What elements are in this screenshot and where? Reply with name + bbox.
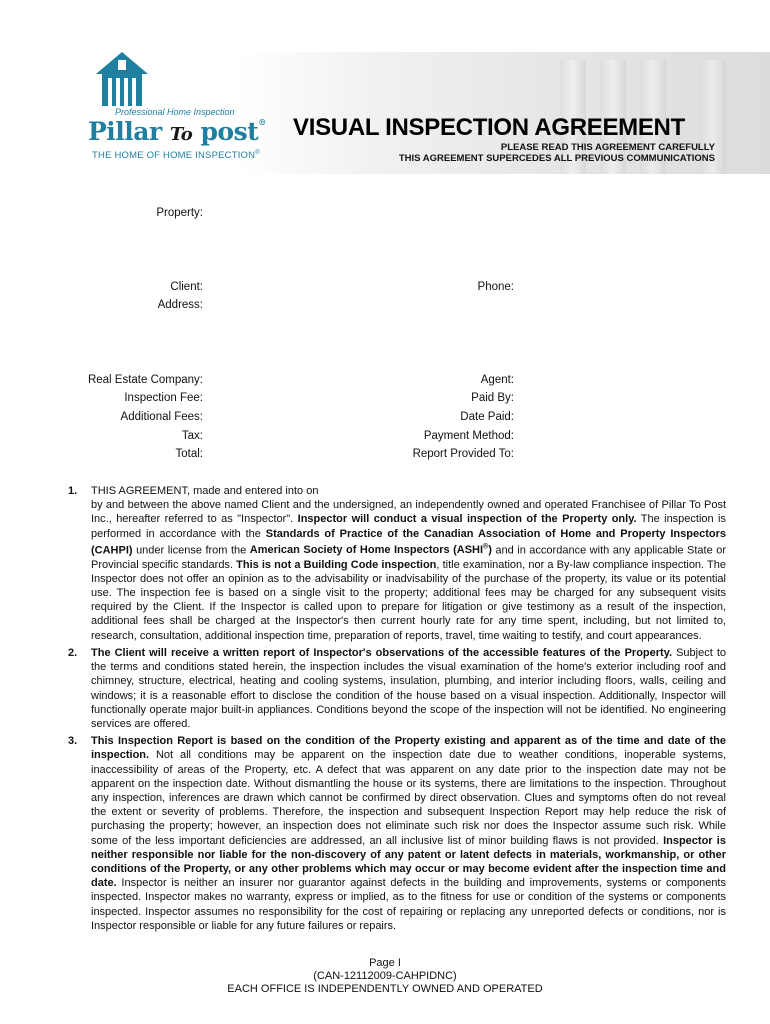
- section-3: [68, 734, 726, 933]
- address-label: Address:: [157, 299, 203, 311]
- inspection-fee-label: Inspection Fee:: [124, 392, 203, 404]
- property-label: Property:: [156, 207, 203, 219]
- house-icon: [92, 50, 152, 108]
- section-2: [68, 646, 726, 731]
- phone-label: Phone:: [477, 281, 514, 293]
- agreement-sections: [68, 484, 726, 936]
- logo-tagline: Professional Home Inspection: [115, 107, 235, 117]
- section-body: THIS AGREEMENT, made and entered into on by and between the above named Client and the undersigned, an independently owned and operated Franchisee of Pillar To Post Inc., hereafter referred to as "Inspector". Inspector will conduct a visual inspection of the Property only. The inspection is performed in accordance with the Standards of Practice of the Canadian Association of Home and Property Inspectors (CAHPI) under license from the American Society of Home Inspectors (ASHI®) and in accordance with any applicable State or Provincial specific standards. This is not a Building Code inspection, title examination, nor a By-law compliance inspection. The Inspector does not offer an opinion as to the advisability or inadvisability of the purchase of the property, its value or its potential use. The inspection fee is based on a single visit to the property; additional fees may be charged for any subsequent visits required by the Client. If the Inspector is called upon to prepare for litigation or give testimony as a result of the inspection, additional fees shall be charged at the Inspector's then current hourly rate for any time spent, including, but not limited to, research, consultation, additional inspection time, preparation of reports, travel, time waiting to testify, and court appearances.: [91, 485, 726, 642]
- client-label: Client:: [170, 281, 203, 293]
- total-label: Total:: [175, 448, 203, 460]
- subtitle-read-carefully: PLEASE READ THIS AGREEMENT CAREFULLY: [500, 142, 715, 153]
- section-number: 1.: [68, 485, 78, 497]
- section-number: 3.: [68, 735, 78, 748]
- section-number: 2.: [68, 646, 78, 659]
- section-body: The Client will receive a written report of Inspector's observations of the accessible features of the Property. Subject to the terms and conditions stated herein, the inspection includes the visual examination of the home's exterior including roof and chimney, structure, electrical, heating and cooling systems, insulation, plumbing, and interior including floors, walls, ceiling and windows; it is a reasonable effort to disclose the condition of the house based on a visual inspection. Additionally, Inspector will functionally operate major built-in appliances. Conditions beyond the scope of the inspection will not be identified. No engineering services are offered.: [91, 646, 726, 730]
- document-code: (CAN-12112009-CAHPIDNC): [313, 970, 457, 982]
- subtitle-supercedes: THIS AGREEMENT SUPERCEDES ALL PREVIOUS COMMUNICATIONS: [398, 153, 715, 164]
- footer-notice: EACH OFFICE IS INDEPENDENTLY OWNED AND OPERATED: [227, 983, 543, 995]
- page-number: Page I: [369, 957, 401, 969]
- payment-method-label: Payment Method:: [423, 430, 514, 442]
- logo-name: Pillar To post®: [88, 117, 266, 146]
- paid-by-label: Paid By:: [471, 392, 514, 404]
- company-logo: [88, 50, 266, 165]
- document-title: VISUAL INSPECTION AGREEMENT: [293, 114, 685, 141]
- section-1: [68, 484, 726, 643]
- section-body: This Inspection Report is based on the condition of the Property existing and apparent as of the time and date of the inspection. Not all conditions may be apparent on the inspection date due to weather conditions, inoperable systems, inaccessibility of areas of the Property, etc. A defect that was apparent on any date prior to the inspection date may not be apparent on the inspection date. Without dismantling the house or its systems, there are limitations to the inspection. Throughout any inspection, inferences are drawn which cannot be confirmed by direct observation. Clues and symptoms often do not reveal the extent or severity of problems. Therefore, the inspection and subsequent Inspection Report may help reduce the risk of purchasing the property; however, an inspection does not eliminate such risk nor does the Inspector assume such risk. While some of the less important deficiencies are addressed, an all inclusive list of minor building flaws is not provided. Inspector is neither responsible nor liable for the non-discovery of any patent or latent defects in materials, workmanship, or other conditions of the Property, or any other problems which may occur or may become evident after the inspection time and date. Inspector is neither an insurer nor guarantor against defects in the building and improvements, systems or components inspected. Inspector makes no warranty, express or implied, as to the fitness for use or condition of the systems or components inspected. Inspector assumes no responsibility for the cost of repairing or replacing any unreported defects or conditions, nor is Inspector responsible or liable for any future failures or repairs.: [91, 735, 726, 932]
- agent-label: Agent:: [480, 374, 514, 386]
- report-provided-to-label: Report Provided To:: [412, 448, 514, 460]
- date-paid-label: Date Paid:: [460, 411, 514, 423]
- logo-slogan: THE HOME OF HOME INSPECTION®: [92, 150, 260, 161]
- additional-fees-label: Additional Fees:: [120, 411, 203, 423]
- tax-label: Tax:: [181, 430, 203, 442]
- real-estate-company-label: Real Estate Company:: [87, 374, 203, 386]
